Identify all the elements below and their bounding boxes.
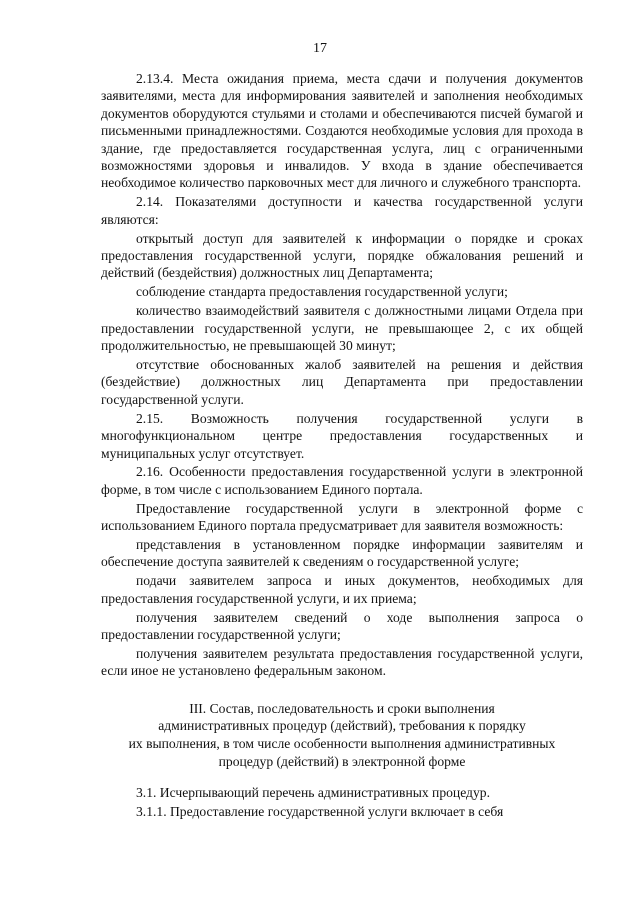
list-item-interactions: количество взаимодействий заявителя с должностными лицами Отдела при предоставлении государственной услуги, не превышающее 2, с их общей продолжительностью, не превышающей 30 минут; <box>101 303 583 354</box>
list-item-information: представления в установленном порядке информации заявителям и обеспечение доступа заявителей к сведениям о государственной услуге; <box>101 537 583 570</box>
page-number: 17 <box>313 41 327 56</box>
list-item-status: получения заявителем сведений о ходе выполнения запроса о предоставлении государственной услуги; <box>101 609 583 643</box>
paragraph-2-13-4: 2.13.4. Места ожидания приема, места сдачи и получения документов заявителями, места для информирования заявителей и заполнения необходимых документов оборудуются стульями и столами и обеспечиваются писчей бумагой и письменными принадлежностями. Создаются необходимые условия для прохода в здание, где предоставляется государственная услуга, лиц с ограниченными возможностями здоровья и инвалидов. У входа в здание обеспечивается необходимое количество парковочных мест для личного и служебного транспорта. <box>101 71 583 191</box>
section-heading <box>101 700 583 770</box>
section-heading-line: их выполнения, в том числе особенности выполнения административных <box>128 736 556 751</box>
list-item-standard: соблюдение стандарта предоставления государственной услуги; <box>136 284 508 300</box>
paragraph-3-1: 3.1. Исчерпывающий перечень административных процедур. <box>136 785 490 801</box>
paragraph-2-14: 2.14. Показателями доступности и качества государственной услуги являются: <box>101 194 583 227</box>
list-item-request: подачи заявителем запроса и иных документов, необходимых для предоставления государственной услуги, и их приема; <box>101 573 583 606</box>
paragraph-3-1-1: 3.1.1. Предоставление государственной услуги включает в себя <box>136 804 504 820</box>
section-heading-line: процедур (действий) в электронной форме <box>218 753 466 769</box>
paragraph-2-15: 2.15. Возможность получения государственной услуги в многофункциональном центре предоставления государственных и муниципальных услуг отсутствует. <box>101 410 583 461</box>
paragraph-electronic-form: Предоставление государственной услуги в электронной форме с использованием Единого портала предусматривает для заявителя возможность: <box>101 500 583 534</box>
section-heading-line: III. Состав, последовательность и сроки выполнения <box>189 700 495 716</box>
list-item-open-access: открытый доступ для заявителей к информации о порядке и сроках предоставления государственной услуги, порядке обжалования решений и действий (бездействия) должностных лиц Департамента; <box>101 230 583 281</box>
list-item-no-complaints: отсутствие обоснованных жалоб заявителей на решения и действия (бездействие) должностных лиц Департамента при предоставлении государственной услуги. <box>101 357 583 407</box>
document-body <box>101 70 583 822</box>
list-item-result: получения заявителем результата предоставления государственной услуги, если иное не установлено федеральным законом. <box>101 646 583 679</box>
paragraph-2-16: 2.16. Особенности предоставления государственной услуги в электронной форме, в том числе с использованием Единого портала. <box>101 464 583 497</box>
section-heading-line: административных процедур (действий), требования к порядку <box>158 718 526 734</box>
